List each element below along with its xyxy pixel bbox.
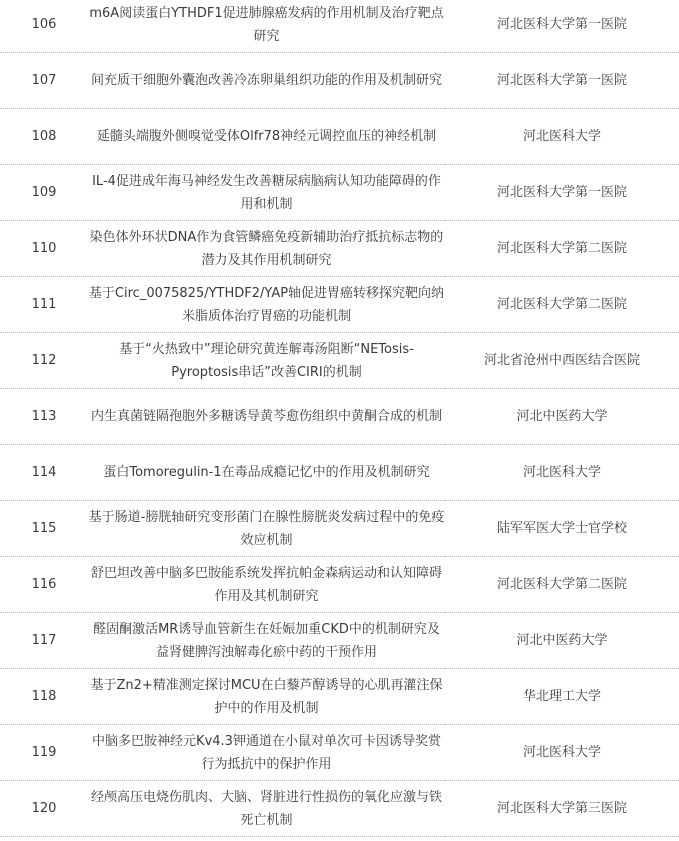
project-number: 112 — [0, 333, 88, 389]
project-institution: 河北中医药大学 — [445, 389, 679, 445]
project-number: 120 — [0, 781, 88, 837]
table-row — [0, 221, 679, 277]
project-number: 106 — [0, 0, 88, 53]
project-institution: 华北理工大学 — [445, 669, 679, 725]
table-row — [0, 0, 679, 53]
project-number: 116 — [0, 557, 88, 613]
project-number: 114 — [0, 445, 88, 501]
table-row — [0, 669, 679, 725]
project-title: 醛固酮激活MR诱导血管新生在妊娠加重CKD中的机制研究及益肾健脾泻浊解毒化瘀中药的干预作用 — [88, 613, 445, 669]
table-row — [0, 53, 679, 109]
project-institution: 河北医科大学第二医院 — [445, 557, 679, 613]
project-number: 111 — [0, 277, 88, 333]
table-row — [0, 109, 679, 165]
project-title: 中脑多巴胺神经元Kv4.3钾通道在小鼠对单次可卡因诱导奖赏行为抵抗中的保护作用 — [88, 725, 445, 781]
project-number: 109 — [0, 165, 88, 221]
project-title: 间充质干细胞外囊泡改善冷冻卵巢组织功能的作用及机制研究 — [88, 53, 445, 109]
project-institution: 陆军军医大学士官学校 — [445, 501, 679, 557]
project-number: 107 — [0, 53, 88, 109]
table-row — [0, 613, 679, 669]
project-institution: 河北医科大学第三医院 — [445, 781, 679, 837]
project-number: 117 — [0, 613, 88, 669]
table-row — [0, 165, 679, 221]
table-row — [0, 333, 679, 389]
table-row — [0, 725, 679, 781]
project-number: 108 — [0, 109, 88, 165]
project-institution: 河北医科大学第一医院 — [445, 0, 679, 53]
project-number: 118 — [0, 669, 88, 725]
project-title: 基于肠道-膀胱轴研究变形菌门在腺性膀胱炎发病过程中的免疫效应机制 — [88, 501, 445, 557]
project-title: 基于Zn2+精准测定探讨MCU在白藜芦醇诱导的心肌再灌注保护中的作用及机制 — [88, 669, 445, 725]
table-row — [0, 781, 679, 837]
project-title: IL-4促进成年海马神经发生改善糖尿病脑病认知功能障碍的作用和机制 — [88, 165, 445, 221]
table-row — [0, 445, 679, 501]
project-number: 110 — [0, 221, 88, 277]
table-row — [0, 557, 679, 613]
project-institution: 河北中医药大学 — [445, 613, 679, 669]
project-institution: 河北医科大学 — [445, 109, 679, 165]
table-row — [0, 501, 679, 557]
project-number: 115 — [0, 501, 88, 557]
project-title: m6A阅读蛋白YTHDF1促进肺腺癌发病的作用机制及治疗靶点研究 — [88, 0, 445, 53]
project-institution: 河北医科大学 — [445, 445, 679, 501]
project-title: 染色体外环状DNA作为食管鳞癌免疫新辅助治疗抵抗标志物的潜力及其作用机制研究 — [88, 221, 445, 277]
project-institution: 河北医科大学 — [445, 725, 679, 781]
project-title: 延髓头端腹外侧嗅觉受体Olfr78神经元调控血压的神经机制 — [88, 109, 445, 165]
project-institution: 河北医科大学第一医院 — [445, 165, 679, 221]
project-title: 内生真菌链隔孢胞外多糖诱导黄芩愈伤组织中黄酮合成的机制 — [88, 389, 445, 445]
project-institution: 河北省沧州中西医结合医院 — [445, 333, 679, 389]
project-title: 基于“火热致中”理论研究黄连解毒汤阻断“NETosis-Pyroptosis串话”改善CIRI的机制 — [88, 333, 445, 389]
table-row — [0, 389, 679, 445]
project-institution: 河北医科大学第二医院 — [445, 221, 679, 277]
project-number: 119 — [0, 725, 88, 781]
project-number: 113 — [0, 389, 88, 445]
project-institution: 河北医科大学第二医院 — [445, 277, 679, 333]
project-title: 基于Circ_0075825/YTHDF2/YAP轴促进胃癌转移探究靶向纳米脂质体治疗胃癌的功能机制 — [88, 277, 445, 333]
project-institution: 河北医科大学第一医院 — [445, 53, 679, 109]
table-row — [0, 277, 679, 333]
project-title: 蛋白Tomoregulin-1在毒品成瘾记忆中的作用及机制研究 — [88, 445, 445, 501]
project-title: 经颅高压电烧伤肌肉、大脑、肾脏进行性损伤的氧化应激与铁死亡机制 — [88, 781, 445, 837]
project-title: 舒巴坦改善中脑多巴胺能系统发挥抗帕金森病运动和认知障碍作用及其机制研究 — [88, 557, 445, 613]
